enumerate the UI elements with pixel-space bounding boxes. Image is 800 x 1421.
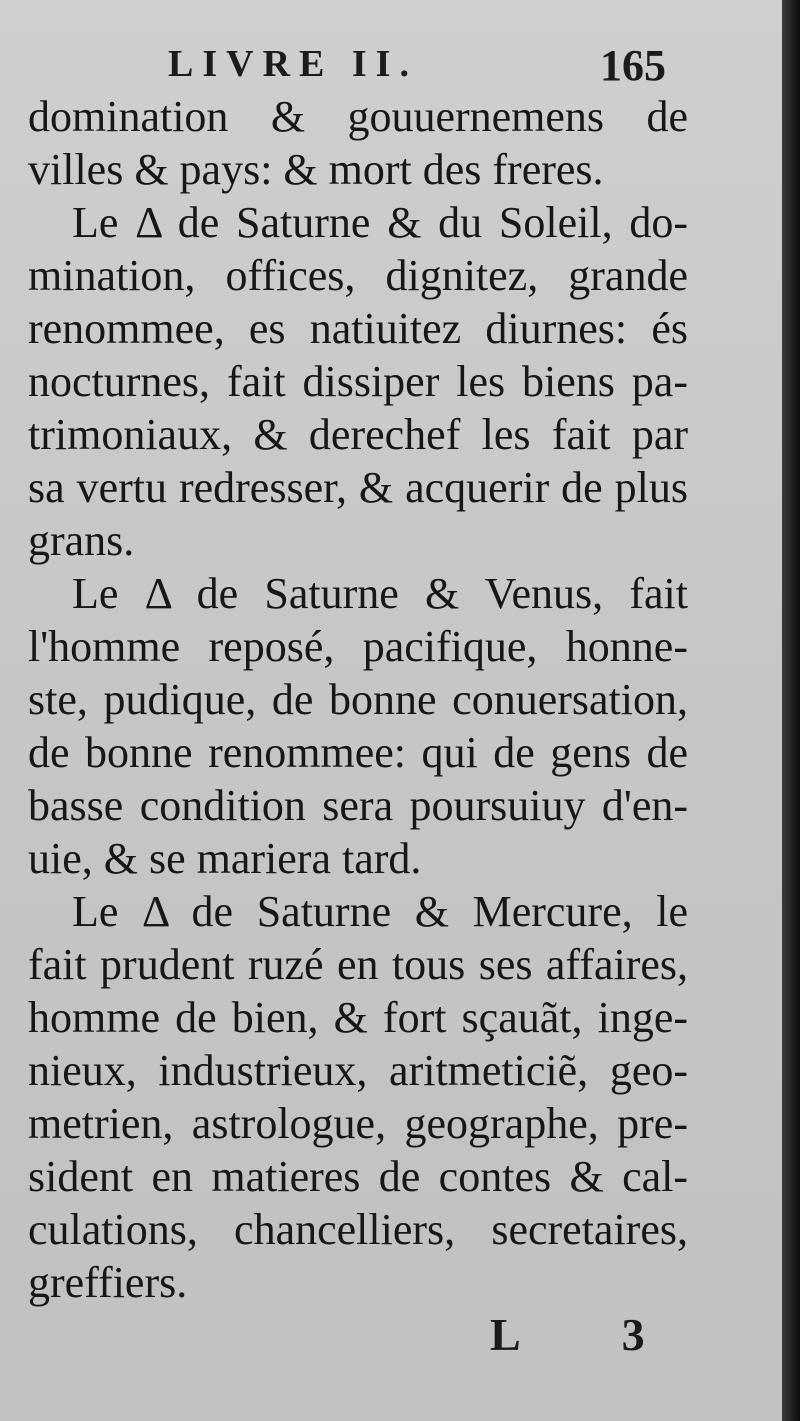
text-line: grans.	[28, 516, 135, 565]
signature-mark: L 3	[490, 1309, 691, 1360]
text-line: sa vertu redresser, & acquerir de plus	[28, 463, 688, 512]
text-line: renommee, es natiuitez diurnes: és	[28, 304, 688, 353]
text-line: fait prudent ruzé en tous ses affaires,	[28, 940, 688, 989]
text-line: basse condition sera poursuiuy d'en-	[28, 781, 688, 830]
text-line: trimoniaux, & derechef les fait par	[28, 410, 688, 459]
text-line: Le Δ de Saturne & du Soleil, do-	[72, 198, 688, 247]
running-head	[0, 42, 782, 92]
text-line: l'homme reposé, pacifique, honne-	[28, 622, 688, 671]
text-line: mination, offices, dignitez, grande	[28, 251, 688, 300]
text-line: homme de bien, & fort sçauãt, inge-	[28, 993, 688, 1042]
text-line: Le Δ de Saturne & Mercure, le	[72, 887, 688, 936]
page-edge	[782, 0, 800, 1421]
body-text	[28, 90, 688, 1309]
running-title: LIVRE II.	[168, 43, 418, 85]
text-line: uie, & se mariera tard.	[28, 834, 422, 883]
text-line: domination & gouuernemens de	[28, 92, 688, 141]
text-line: Le Δ de Saturne & Venus, fait	[72, 569, 688, 618]
text-line: greffiers.	[28, 1258, 188, 1307]
text-line: villes & pays: & mort des freres.	[28, 145, 604, 194]
text-line: de bonne renommee: qui de gens de	[28, 728, 688, 777]
text-line: culations, chancelliers, secretaires,	[28, 1205, 688, 1254]
text-line: sident en matieres de contes & cal-	[28, 1152, 688, 1201]
text-line: nieux, industrieux, aritmeticiẽ, geo-	[28, 1046, 688, 1095]
page-number: 165	[600, 41, 666, 90]
text-line: metrien, astrologue, geographe, pre-	[28, 1099, 688, 1148]
text-line: nocturnes, fait dissiper les biens pa-	[28, 357, 688, 406]
text-line: ste, pudique, de bonne conuersation,	[28, 675, 688, 724]
